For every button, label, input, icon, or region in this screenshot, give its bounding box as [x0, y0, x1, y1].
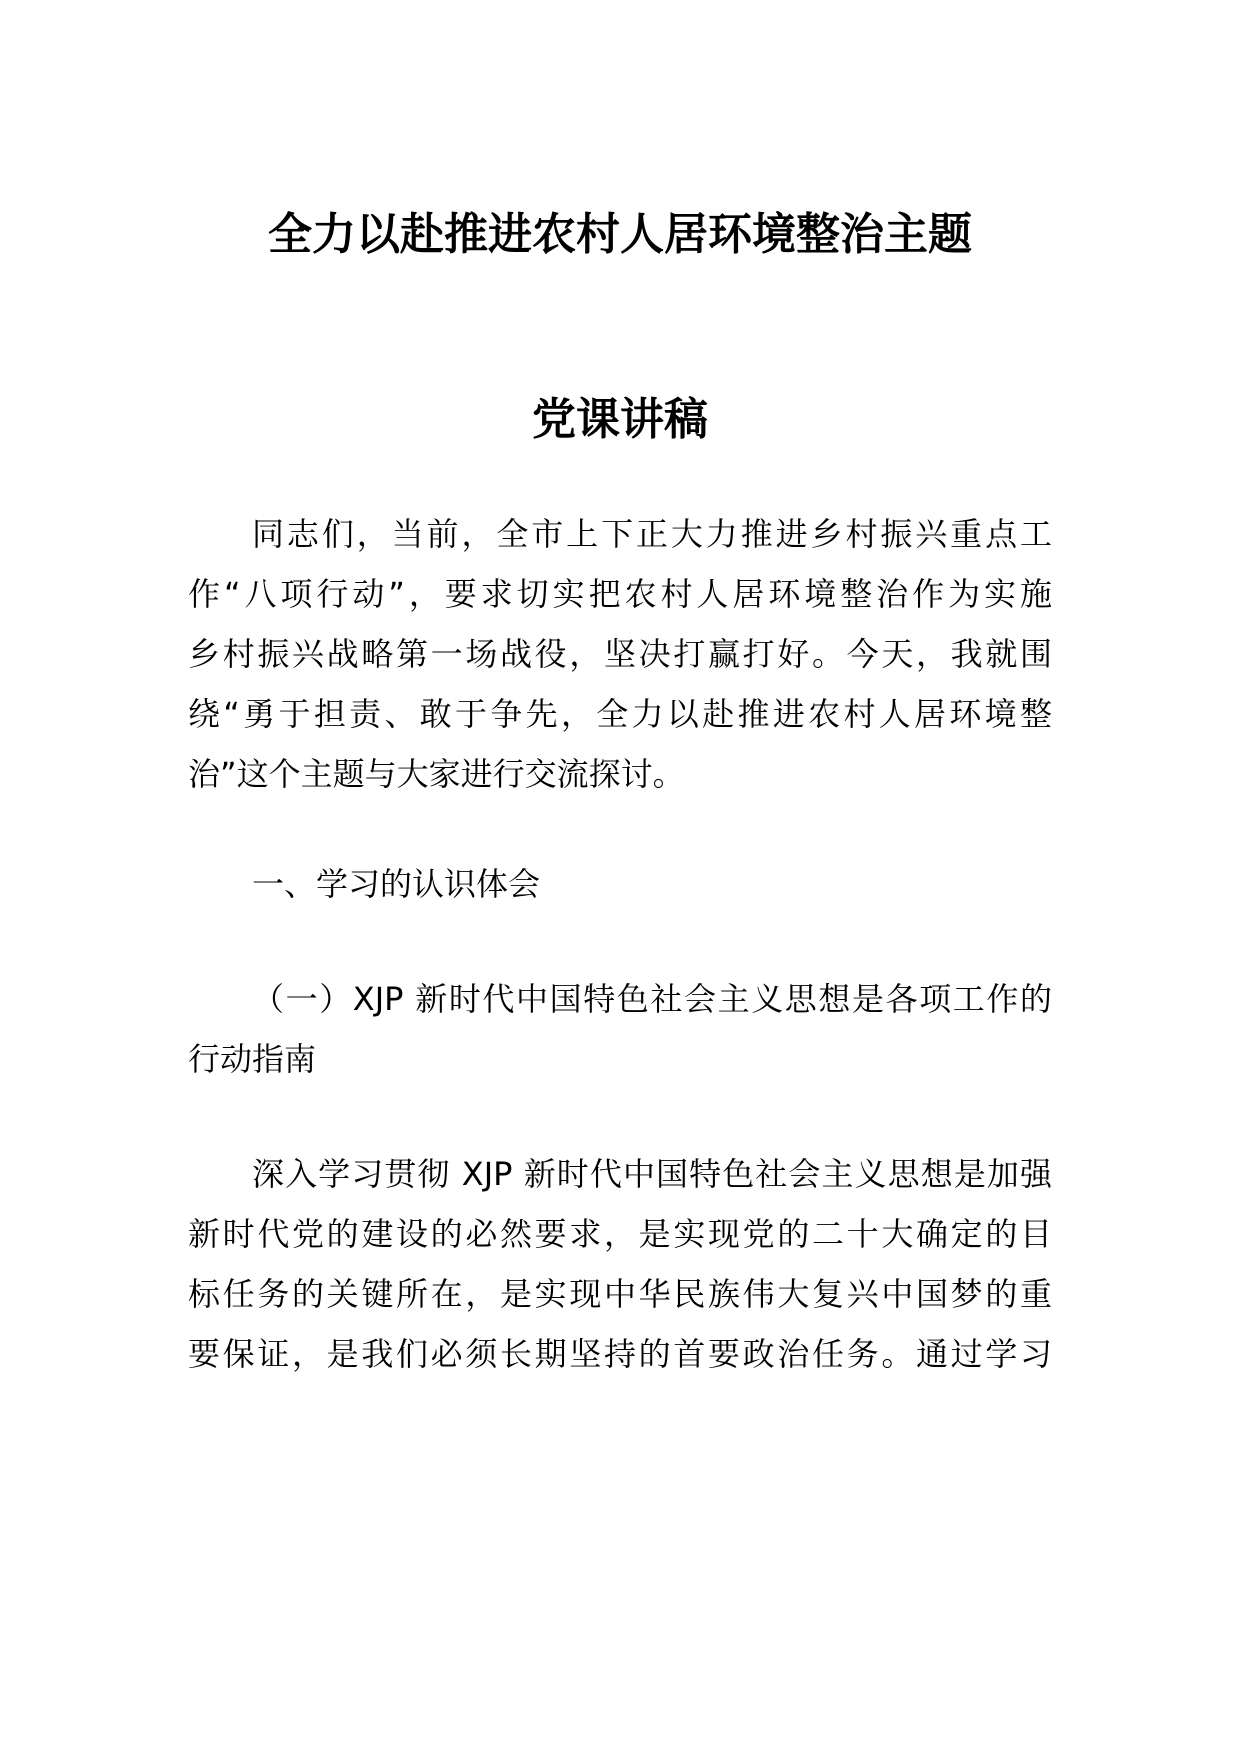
intro-line: 乡村振兴战略第一场战役，坚决打赢打好。今天，我就围	[188, 635, 1052, 673]
document-title-line-2: 党课讲稿	[532, 394, 708, 445]
intro-line: 绕“勇于担责、敢于争先，全力以赴推进农村人居环境整	[188, 695, 1052, 733]
body-line: 标任务的关键所在，是实现中华民族伟大复兴中国梦的重	[188, 1275, 1052, 1313]
subsection-heading-line: （一）XJP 新时代中国特色社会主义思想是各项工作的	[252, 980, 1052, 1018]
intro-line: 作“八项行动”，要求切实把农村人居环境整治作为实施	[188, 575, 1052, 613]
section-heading: 一、学习的认识体会	[252, 865, 541, 903]
subsection-heading-line: 行动指南	[188, 1040, 317, 1078]
intro-line: 同志们，当前，全市上下正大力推进乡村振兴重点工	[252, 515, 1052, 553]
intro-line: 治”这个主题与大家进行交流探讨。	[188, 755, 685, 793]
document-title-line-1: 全力以赴推进农村人居环境整治主题	[268, 209, 972, 260]
body-line: 深入学习贯彻 XJP 新时代中国特色社会主义思想是加强	[252, 1155, 1052, 1193]
body-line: 要保证，是我们必须长期坚持的首要政治任务。通过学习	[188, 1335, 1052, 1373]
body-line: 新时代党的建设的必然要求，是实现党的二十大确定的目	[188, 1215, 1052, 1253]
